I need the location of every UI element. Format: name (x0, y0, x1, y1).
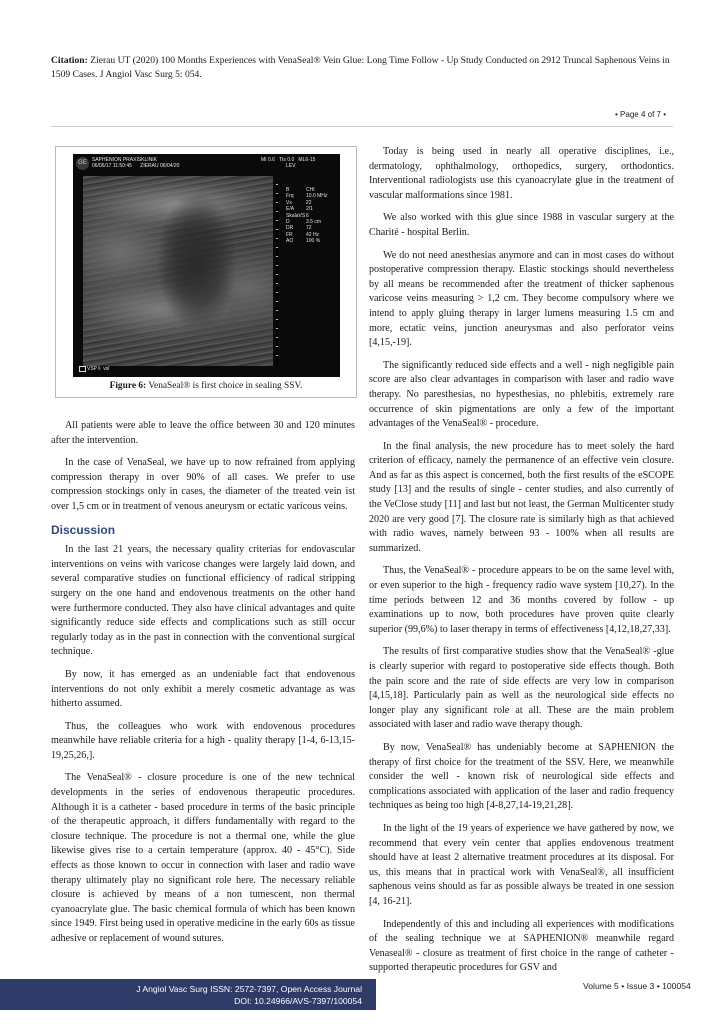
figure-caption-text: VenaSeal® is first choice in sealing SSV. (146, 381, 303, 391)
paragraph: Today is being used in nearly all operative disciplines, i.e., dermatology, ophthalmology, orthopedics, surgery, orthodontics. Interventional radiologists use this cyanoacrylate glue in the treatment of vascular malformations since 1981. (369, 146, 674, 201)
ultrasound-param-key: Vs (286, 199, 292, 206)
paragraph: All patients were able to leave the office between 30 and 120 minutes after the intervention. (51, 420, 355, 446)
citation (51, 54, 679, 82)
ultrasound-param-key: D (286, 219, 290, 226)
paragraph: We do not need anesthesias anymore and can in most cases do without postoperative compression therapy. Elastic stockings should nevertheless by all means be recommended after the treatment of thicker saphenous varicose veins measuring > 1,2 cm. They become compulsory where we intend to apply gluing therapy in larger lumens measuring 1.5 cm and more, ectatic veins, junction aneurysmas and also perforator veins [4,15,-19]. (369, 249, 674, 349)
ultrasound-scan-area (83, 176, 273, 366)
ultrasound-param-key: SkalaVS (286, 212, 306, 219)
probe-marker-icon (79, 366, 86, 372)
paragraph: We also worked with this glue since 1988 in vascular surgery at the Charité - hospital Berlin. (369, 212, 674, 238)
footer-volume: Volume 5 • Issue 3 • 100054 (583, 981, 691, 991)
ultrasound-param-key: AO (286, 238, 294, 245)
paragraph: In the last 21 years, the necessary quality criterias for endovascular interventions on veins with varicose changes were largely laid down, and several comparative studies on functional efficiency of radical stripping surgery on the one hand and endovenous treatments on the other hand were furthermore conducted. They also have clinical advantages and quite significantly reduce side effects and complications such as still occur regularly today as in the past in connection with the conventional surgical technique. (51, 544, 355, 658)
ultrasound-param-value: 2/1 (306, 206, 313, 213)
citation-text: Zierau UT (2020) 100 Months Experiences with VenaSeal® Vein Glue: Long Time Follow - Up Study Conducted on 2912 Truncal Saphenous Veins in 1509 Cases. J Angiol Vasc Surg 5: 054. (51, 55, 670, 80)
paragraph: In the case of VenaSeal, we have up to now refrained from applying compression therapy in over 90% of all cases. We prefer to use compression stockings only in cases, the diameter of the treated vein ist over 1,5 cm or in treatment of venous aneurysm or ectatic varicous veins. (51, 457, 355, 512)
figure-caption-label: Figure 6: (109, 381, 147, 391)
paragraph: The results of first comparative studies show that the VenaSeal® -glue is clearly superior with regard to postoperative side effects though. Both the pain score and the rate of side effects are very low in comparison [4,15,18]. Particularly pain as well as the neurological side effects no longer play any significant role at all. These are the main problem associated with laser and radio wave therapy though. (369, 646, 674, 731)
ultrasound-param-key: FR (286, 231, 293, 238)
paragraph: Thus, the colleagues who work with endovenous procedures meanwhile have reliable criteria for a high - quality therapy [1-4, 6-13,15-19,25,26,]. (51, 720, 355, 761)
header-divider (51, 126, 673, 127)
ultrasound-param-value: 100 % (306, 238, 321, 245)
ge-logo-icon: GE (76, 157, 89, 170)
right-column (369, 145, 674, 984)
depth-scale (276, 184, 278, 364)
ultrasound-parameters (286, 187, 327, 245)
section-heading-discussion: Discussion (51, 522, 116, 537)
ultrasound-param-value: 10.0 MHz (306, 193, 328, 200)
paragraph: By now, it has emerged as an undeniable fact that endovenous interventions do not only exhibit a merely cosmetic advantage as was hitherto assumed. (51, 668, 355, 710)
left-column (51, 419, 355, 955)
paragraph: Thus, the VenaSeal® - procedure appears to be on the same level with, or even superior to the high - frequency radio wave system [10,27). In the time periods between 12 and 36 months covered by follow - up examinations up to now, both procedures have proven quite clearly superior (99,6%) to laser therapy in terms of effectiveness [4,12,18,27,33]. (369, 565, 674, 635)
paragraph: The VenaSeal® - closure procedure is one of the new technical developments in the series of endovenous therapeutic procedures. Although it is a catheter - based procedure in terms of the basic principle of the therapeutic approach, it differs fundamentally with regard to the closure technique. The procedure is not a thermal one, while the glue likewise gives rise to a certain temperature (approx. 40 - 45°C). Side effects as those known to occur in connection with laser and radio wave therapy ultimately play no significant role here. The necessary reliable closure is achieved by means of a non tumescent, non thermal cyanoacrylate glue. The basic chemical formula of which has been known since 1949. First being used in operative medicine in the early 60s as tissue adhesive or replacement of wound sutures. (51, 772, 355, 944)
footer-journal: J Angiol Vasc Surg ISSN: 2572-7397, Open Access Journal (136, 984, 362, 994)
figure-caption (56, 381, 356, 391)
ultrasound-header-left: SAPHENION PRAXISKLINIK 06/06/17 11:50:45 ZIERAU 06/04/20 (92, 157, 180, 169)
figure-6 (55, 146, 357, 398)
paragraph: In the light of the 19 years of experience we have gathered by now, we recommend that every vein center that applies endovenous treatment should have at least 2 alternative treatment procedures at its disposal. For us, this means that in practical work with VenaSeal®, all insufficient saphenous veins should as far as possible always be treated in one session [4, 16-21]. (369, 822, 674, 907)
ultrasound-param-value: 6 (306, 212, 309, 219)
ultrasound-param-value: 42 Hz (306, 231, 320, 238)
footer-journal-bar (0, 979, 376, 1010)
paragraph: Independently of this and including all experiences with modifications of the sealing technique we at SAPHENION® meanwhile regard Venaseal® - closure as treatment of first choice in the range of catheter - supported therapeutic procedures for GSV and (369, 918, 674, 974)
ultrasound-param-value: 22 (306, 199, 312, 206)
ultrasound-param-value: CHI (306, 187, 315, 193)
citation-label: Citation: (51, 55, 88, 66)
ultrasound-param-key: B (286, 187, 290, 193)
ultrasound-param-key: DR (286, 225, 294, 232)
ultrasound-param-value: 72 (306, 225, 312, 232)
paragraph: In the final analysis, the new procedure has to meet solely the hard criterion of efficacy, namely the permanence of an effective vein closure. And as far as this aspect is concerned, both the first results of the eSCOPE study [13] and the results of single - center studies, and also currently of the VeClose study [11] and last but not least, the German Multicenter study 2020 are very good [7]. The closure rate is similarly high as that achieved with radio waves, namely between 93 - 100% when all results are summarized. (369, 440, 674, 554)
ultrasound-header-right: MI 0.6 TIs 0.0 ML6-15 LEV (261, 157, 316, 169)
paragraph: By now, VenaSeal® has undeniably become at SAPHENION the therapy of first choice for the treatment of the SSV. Here, we meanwhile consider the well - known risk of neurological side effects and complications associated with application of the laser and radio frequency techniques as being too high [4-8,27,14-19,21,28]. (369, 741, 674, 812)
page-indicator: • Page 4 of 7 • (615, 110, 666, 119)
ultrasound-param-row (286, 238, 327, 244)
ultrasound-param-key: Frq (286, 193, 294, 200)
ultrasound-image (73, 154, 340, 377)
ultrasound-param-key: E/A (286, 206, 295, 213)
ultrasound-bottom-label: VSP li vsl (87, 366, 110, 372)
paragraph: The significantly reduced side effects and a well - nigh negligible pain score are also clear advantages in comparison with laser and radio wave therapy. No paresthesias, no hypesthesias, no phlebitis, extremely rare occurrence of skin pigmentations are only a few of the important advantages of the VenaSeal® - procedure. (369, 359, 674, 430)
footer-doi: DOI: 10.24966/AVS-7397/100054 (234, 996, 362, 1006)
ultrasound-param-value: 3.5 cm (306, 219, 322, 226)
